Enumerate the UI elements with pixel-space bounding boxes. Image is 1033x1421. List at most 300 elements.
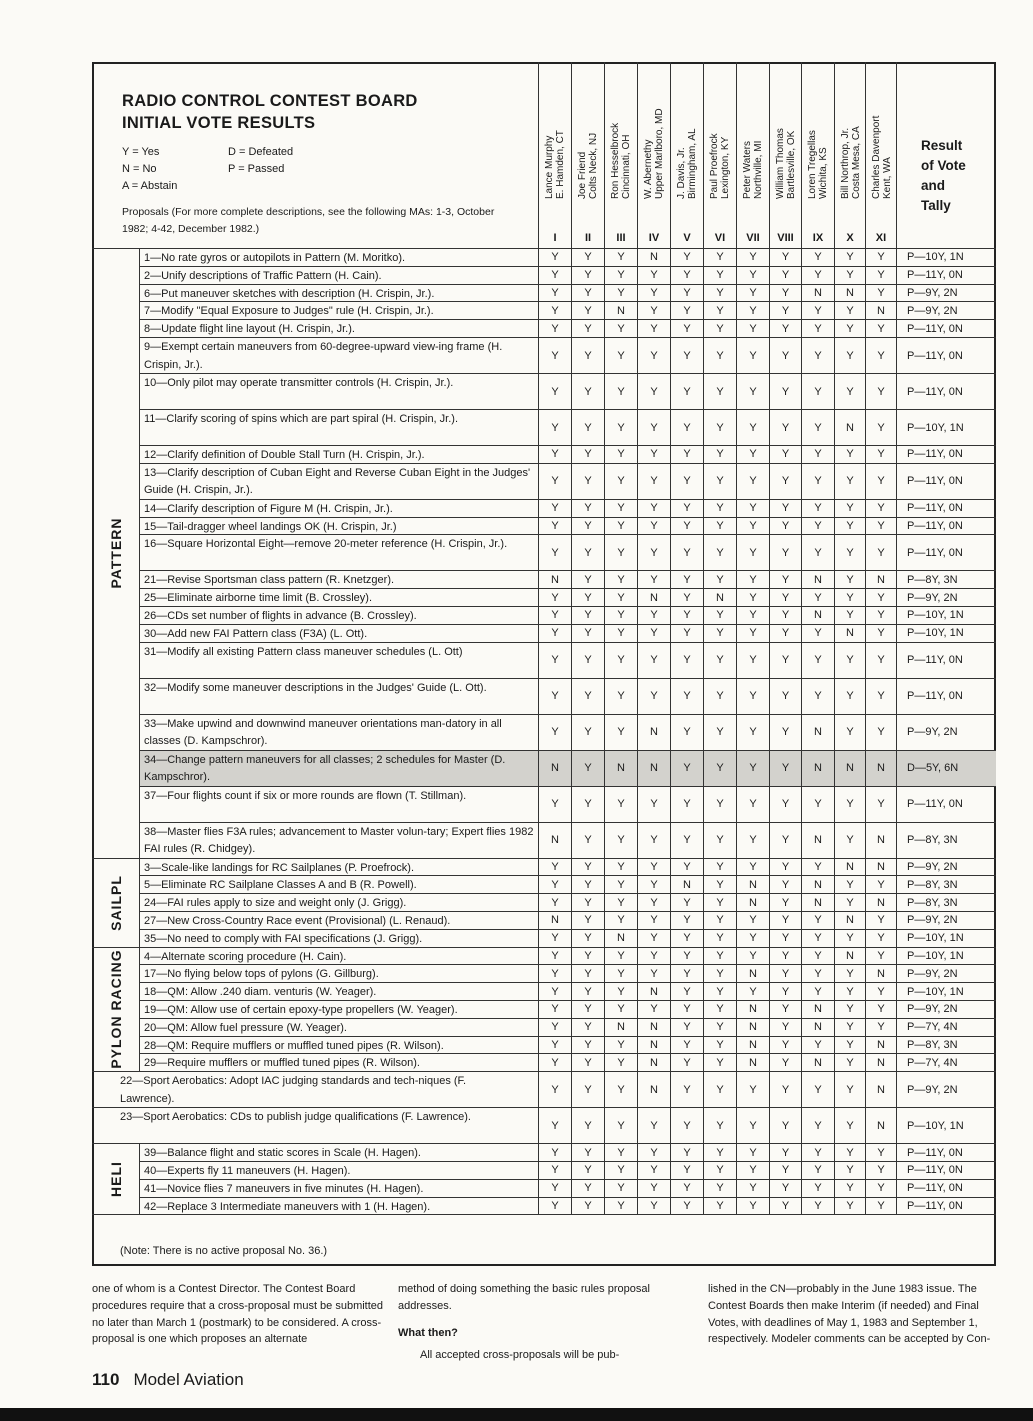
vote-result: P—9Y, 2N xyxy=(896,302,996,319)
table-bottom-rule xyxy=(92,1214,996,1215)
vote-cell: Y xyxy=(801,518,834,535)
vote-cell: Y xyxy=(769,338,801,373)
vote-cell: Y xyxy=(604,500,637,517)
vote-cell: Y xyxy=(670,535,703,570)
vote-cell: Y xyxy=(834,320,865,337)
vote-cell: Y xyxy=(736,249,769,266)
voter-name: Paul Proefrock Lexington, KY xyxy=(709,133,731,199)
vote-cell: Y xyxy=(670,1037,703,1054)
proposal-row xyxy=(140,714,996,750)
vote-cell: Y xyxy=(670,320,703,337)
vote-cell: Y xyxy=(834,1037,865,1054)
vote-cell: Y xyxy=(865,464,896,499)
vote-cell: Y xyxy=(769,1001,801,1018)
vote-cell: Y xyxy=(538,464,571,499)
vote-cell: Y xyxy=(736,787,769,822)
vote-cell: Y xyxy=(865,1180,896,1197)
vote-result: P—10Y, 1N xyxy=(896,948,996,965)
vote-cell: Y xyxy=(670,930,703,947)
vote-cell: Y xyxy=(571,965,604,982)
vote-cell: Y xyxy=(571,625,604,642)
vote-cell: Y xyxy=(703,787,736,822)
vote-cell: Y xyxy=(703,410,736,445)
vote-cell: Y xyxy=(637,374,670,409)
voter-name: W. Abernethy Upper Marlboro, MD xyxy=(643,108,665,199)
vote-result: P—10Y, 1N xyxy=(896,983,996,1000)
proposal-row xyxy=(140,786,996,822)
proposal-text: 17—No flying below tops of pylons (G. Gillburg). xyxy=(144,968,379,981)
vote-cell: Y xyxy=(834,1019,865,1036)
vote-cell: Y xyxy=(703,1108,736,1143)
proposal-text: 29—Require mufflers or muffled tuned pipes (R. Wilson). xyxy=(144,1057,420,1070)
proposal-row xyxy=(140,858,996,876)
vote-cell: Y xyxy=(571,983,604,1000)
vote-cell: Y xyxy=(736,589,769,606)
vote-cell: Y xyxy=(769,876,801,893)
vote-cell: Y xyxy=(769,1144,801,1161)
vote-result: P—8Y, 3N xyxy=(896,894,996,911)
vote-cell: Y xyxy=(769,625,801,642)
vote-cell: Y xyxy=(769,320,801,337)
vote-cell: Y xyxy=(571,302,604,319)
proposal-row xyxy=(140,1018,996,1036)
proposal-text: 25—Eliminate airborne time limit (B. Crossley). xyxy=(144,592,373,605)
vote-cell: Y xyxy=(865,1019,896,1036)
vote-cell: N xyxy=(865,1108,896,1143)
vote-cell: N xyxy=(736,965,769,982)
proposal-text: 38—Master flies F3A rules; advancement to Master volun-tary; Expert flies 1982 FAI rules (R. Chidgey). xyxy=(144,825,534,856)
vote-cell: Y xyxy=(670,1108,703,1143)
vote-cell: Y xyxy=(736,518,769,535)
vote-cell: Y xyxy=(703,643,736,678)
vote-cell: Y xyxy=(834,267,865,284)
vote-cell: Y xyxy=(703,249,736,266)
vote-cell: Y xyxy=(571,1001,604,1018)
vote-cell: Y xyxy=(538,787,571,822)
vote-cell: Y xyxy=(571,410,604,445)
voter-column-1 xyxy=(538,62,571,248)
vote-cell: Y xyxy=(801,679,834,714)
proposal-row xyxy=(140,499,996,517)
vote-cell: Y xyxy=(801,787,834,822)
proposal-text: 40—Experts fly 11 maneuvers (H. Hagen). xyxy=(144,1165,351,1177)
result-header xyxy=(896,62,996,248)
voter-column-3 xyxy=(604,62,637,248)
proposal-text: 23—Sport Aerobatics: CDs to publish judge qualifications (F. Lawrence). xyxy=(120,1111,471,1124)
vote-cell: Y xyxy=(736,285,769,302)
vote-result: P—9Y, 2N xyxy=(896,859,996,876)
voter-name: William Thomas Bartlesville, OK xyxy=(775,128,797,199)
proposal-text: 6—Put maneuver sketches with description (H. Crispin, Jr.). xyxy=(144,287,435,300)
vote-cell: N xyxy=(604,302,637,319)
vote-result: P—11Y, 0N xyxy=(896,446,996,463)
proposal-row xyxy=(140,284,996,302)
vote-cell: Y xyxy=(769,787,801,822)
vote-cell: Y xyxy=(637,859,670,876)
vote-cell: Y xyxy=(571,787,604,822)
vote-cell: Y xyxy=(865,320,896,337)
vote-cell: Y xyxy=(769,374,801,409)
vote-cell: Y xyxy=(865,518,896,535)
vote-cell: Y xyxy=(736,715,769,750)
vote-cell: Y xyxy=(834,715,865,750)
vote-cell: Y xyxy=(865,679,896,714)
vote-cell: Y xyxy=(604,1037,637,1054)
voter-name: Joe Friend Colts Neck, NJ xyxy=(577,132,599,199)
vote-cell: Y xyxy=(769,983,801,1000)
vote-cell: Y xyxy=(834,589,865,606)
vote-cell: Y xyxy=(801,464,834,499)
vote-cell: Y xyxy=(571,643,604,678)
vote-cell: Y xyxy=(834,446,865,463)
vote-cell: Y xyxy=(865,625,896,642)
vote-cell: Y xyxy=(538,983,571,1000)
vote-cell: Y xyxy=(538,1198,571,1215)
vote-cell: Y xyxy=(538,965,571,982)
vote-cell: Y xyxy=(736,983,769,1000)
vote-result: P—8Y, 3N xyxy=(896,876,996,893)
vote-cell: Y xyxy=(834,518,865,535)
vote-cell: Y xyxy=(538,500,571,517)
proposal-text: 3—Scale-like landings for RC Sailplanes (P. Proefrock). xyxy=(144,861,415,874)
vote-cell: N xyxy=(736,1019,769,1036)
vote-result: P—10Y, 1N xyxy=(896,410,996,445)
proposal-text: 18—QM: Allow .240 diam. venturis (W. Yeager). xyxy=(144,986,377,999)
vote-cell: Y xyxy=(769,643,801,678)
vote-cell: Y xyxy=(604,338,637,373)
voter-column-8 xyxy=(769,62,801,248)
vote-cell: Y xyxy=(769,679,801,714)
vote-result: P—10Y, 1N xyxy=(896,930,996,947)
vote-cell: Y xyxy=(865,643,896,678)
vote-cell: Y xyxy=(538,625,571,642)
vote-cell: N xyxy=(736,894,769,911)
magazine-name: Model Aviation xyxy=(133,1370,244,1389)
vote-cell: Y xyxy=(834,338,865,373)
vote-result: P—9Y, 2N xyxy=(896,285,996,302)
vote-cell: Y xyxy=(703,715,736,750)
vote-cell: Y xyxy=(736,320,769,337)
vote-cell: Y xyxy=(670,894,703,911)
proposal-row xyxy=(140,1161,996,1179)
vote-cell: Y xyxy=(637,285,670,302)
vote-cell: Y xyxy=(637,625,670,642)
legend-abstain: A = Abstain xyxy=(122,180,178,192)
vote-cell: Y xyxy=(604,518,637,535)
vote-cell: Y xyxy=(604,859,637,876)
vote-cell: Y xyxy=(769,912,801,929)
proposal-row xyxy=(140,534,996,570)
proposal-text: 12—Clarify definition of Double Stall Turn (H. Crispin, Jr.). xyxy=(144,449,425,461)
vote-cell: Y xyxy=(834,983,865,1000)
vote-cell: Y xyxy=(670,1144,703,1161)
voter-roman: III xyxy=(616,232,626,244)
vote-result: P—11Y, 0N xyxy=(896,1144,996,1161)
vote-cell: Y xyxy=(670,589,703,606)
voter-name: Loren Tregellas Wichita, KS xyxy=(807,130,829,199)
vote-cell: N xyxy=(801,823,834,858)
bottom-edge xyxy=(0,1408,1033,1421)
proposal-row xyxy=(140,570,996,588)
vote-cell: N xyxy=(637,589,670,606)
vote-cell: Y xyxy=(736,607,769,624)
vote-cell: N xyxy=(801,715,834,750)
vote-cell: Y xyxy=(736,1108,769,1143)
category-heli xyxy=(92,1143,140,1214)
vote-cell: Y xyxy=(571,1198,604,1215)
vote-cell: Y xyxy=(736,679,769,714)
vote-cell: Y xyxy=(865,1162,896,1179)
vote-cell: Y xyxy=(571,285,604,302)
vote-cell: Y xyxy=(769,894,801,911)
vote-cell: Y xyxy=(604,876,637,893)
vote-cell: Y xyxy=(670,625,703,642)
vote-cell: N xyxy=(637,715,670,750)
proposal-text: 26—CDs set number of flights in advance (B. Crossley). xyxy=(144,610,417,622)
vote-cell: Y xyxy=(670,1198,703,1215)
result-label-3: and xyxy=(921,178,946,193)
vote-cell: N xyxy=(736,876,769,893)
vote-cell: N xyxy=(604,751,637,786)
vote-cell: Y xyxy=(801,1180,834,1197)
vote-cell: Y xyxy=(769,965,801,982)
proposal-text: 39—Balance flight and static scores in Scale (H. Hagen). xyxy=(144,1147,421,1160)
vote-cell: Y xyxy=(769,1054,801,1071)
vote-cell: Y xyxy=(703,535,736,570)
page-footer xyxy=(92,1370,244,1390)
vote-cell: Y xyxy=(703,1144,736,1161)
vote-cell: Y xyxy=(571,518,604,535)
body-text-3: lished in the CN—probably in the June 1983 issue. The Contest Boards then make Interim (if needed) and Final Votes, with deadlines of May 1, 1983 and September 1, respectively. Modeler comments can be accepted by Con- xyxy=(708,1283,991,1346)
body-text-1: one of whom is a Contest Director. The Contest Board procedures require that a cross-proposal must be submitted no later than March 1 (postmark) to be considered. A cross-proposal is one which proposes an alternate xyxy=(92,1283,384,1346)
vote-cell: N xyxy=(703,589,736,606)
body-column-1 xyxy=(92,1281,384,1348)
vote-cell: N xyxy=(604,1019,637,1036)
proposal-row xyxy=(140,248,996,266)
vote-cell: Y xyxy=(736,464,769,499)
vote-cell: N xyxy=(637,983,670,1000)
vote-cell: N xyxy=(801,751,834,786)
vote-cell: Y xyxy=(604,285,637,302)
vote-cell: N xyxy=(834,625,865,642)
vote-cell: Y xyxy=(670,267,703,284)
voter-roman: XI xyxy=(875,232,887,244)
vote-cell: Y xyxy=(670,249,703,266)
vote-cell: Y xyxy=(834,1144,865,1161)
vote-cell: Y xyxy=(865,285,896,302)
vote-cell: Y xyxy=(834,679,865,714)
vote-cell: N xyxy=(865,302,896,319)
vote-cell: Y xyxy=(703,1054,736,1071)
vote-cell: Y xyxy=(538,535,571,570)
vote-cell: Y xyxy=(865,1198,896,1215)
vote-cell: Y xyxy=(604,410,637,445)
vote-cell: Y xyxy=(769,1198,801,1215)
vote-cell: Y xyxy=(637,302,670,319)
proposal-text: 41—Novice flies 7 maneuvers in five minutes (H. Hagen). xyxy=(144,1182,424,1195)
vote-cell: Y xyxy=(736,374,769,409)
vote-cell: Y xyxy=(736,302,769,319)
proposal-row xyxy=(140,445,996,463)
voter-name: J. Davis, Jr. Birmingham, AL xyxy=(676,128,698,199)
vote-cell: Y xyxy=(801,1037,834,1054)
vote-cell: Y xyxy=(604,912,637,929)
vote-cell: Y xyxy=(769,500,801,517)
vote-cell: Y xyxy=(769,1108,801,1143)
vote-cell: Y xyxy=(834,823,865,858)
vote-cell: N xyxy=(604,930,637,947)
vote-cell: Y xyxy=(769,249,801,266)
vote-cell: N xyxy=(538,823,571,858)
vote-cell: N xyxy=(865,1037,896,1054)
vote-cell: Y xyxy=(604,1001,637,1018)
vote-cell: Y xyxy=(637,607,670,624)
vote-cell: Y xyxy=(703,500,736,517)
vote-cell: Y xyxy=(865,983,896,1000)
vote-cell: Y xyxy=(637,535,670,570)
legend-passed: P = Passed xyxy=(228,163,285,175)
vote-cell: Y xyxy=(538,302,571,319)
vote-cell: Y xyxy=(637,1144,670,1161)
vote-cell: Y xyxy=(865,912,896,929)
vote-cell: Y xyxy=(670,607,703,624)
vote-cell: N xyxy=(670,876,703,893)
vote-cell: Y xyxy=(637,446,670,463)
body-text-2b: All accepted cross-proposals will be pub- xyxy=(420,1349,620,1362)
vote-cell: Y xyxy=(571,912,604,929)
vote-cell: Y xyxy=(637,338,670,373)
vote-cell: Y xyxy=(865,948,896,965)
vote-cell: Y xyxy=(834,787,865,822)
proposal-row xyxy=(140,1000,996,1018)
vote-cell: Y xyxy=(670,285,703,302)
proposal-row xyxy=(140,875,996,893)
vote-result: P—11Y, 0N xyxy=(896,518,996,535)
vote-cell: Y xyxy=(736,859,769,876)
voter-roman: X xyxy=(846,232,854,244)
vote-cell: Y xyxy=(703,912,736,929)
vote-cell: Y xyxy=(604,374,637,409)
vote-cell: Y xyxy=(670,643,703,678)
vote-cell: Y xyxy=(538,930,571,947)
vote-cell: Y xyxy=(736,1144,769,1161)
vote-result: P—10Y, 1N xyxy=(896,607,996,624)
vote-cell: Y xyxy=(703,894,736,911)
vote-cell: Y xyxy=(865,410,896,445)
vote-cell: Y xyxy=(703,374,736,409)
vote-cell: N xyxy=(538,912,571,929)
vote-cell: Y xyxy=(637,571,670,588)
vote-cell: Y xyxy=(571,1144,604,1161)
vote-cell: Y xyxy=(637,518,670,535)
voter-name: Bill Northrop, Jr. Costa Mesa, CA xyxy=(840,126,862,199)
vote-cell: Y xyxy=(865,1144,896,1161)
proposal-text: 10—Only pilot may operate transmitter controls (H. Crispin, Jr.). xyxy=(144,377,454,389)
proposal-row xyxy=(140,373,996,409)
vote-cell: Y xyxy=(670,571,703,588)
vote-cell: Y xyxy=(670,965,703,982)
vote-cell: Y xyxy=(538,1054,571,1071)
vote-cell: Y xyxy=(703,1037,736,1054)
vote-cell: Y xyxy=(571,679,604,714)
vote-cell: Y xyxy=(703,1180,736,1197)
vote-result: P—7Y, 4N xyxy=(896,1019,996,1036)
vote-cell: Y xyxy=(670,679,703,714)
vote-cell: Y xyxy=(604,1162,637,1179)
proposal-text: 14—Clarify description of Figure M (H. Crispin, Jr.). xyxy=(144,502,393,515)
vote-cell: Y xyxy=(637,965,670,982)
vote-cell: Y xyxy=(571,589,604,606)
vote-cell: Y xyxy=(637,410,670,445)
result-label-4: Tally xyxy=(921,198,951,213)
vote-cell: Y xyxy=(801,267,834,284)
vote-cell: Y xyxy=(538,1001,571,1018)
vote-cell: Y xyxy=(865,374,896,409)
proposal-text: 19—QM: Allow use of certain epoxy-type propellers (W. Yeager). xyxy=(144,1004,458,1016)
voter-column-5 xyxy=(670,62,703,248)
vote-cell: Y xyxy=(769,607,801,624)
vote-cell: Y xyxy=(865,876,896,893)
proposal-row xyxy=(140,266,996,284)
vote-cell: Y xyxy=(865,446,896,463)
vote-cell: Y xyxy=(670,446,703,463)
vote-cell: Y xyxy=(604,589,637,606)
vote-cell: Y xyxy=(801,446,834,463)
vote-cell: Y xyxy=(834,894,865,911)
vote-cell: Y xyxy=(703,446,736,463)
proposal-text: 34—Change pattern maneuvers for all classes; 2 schedules for Master (D. Kampschror). xyxy=(144,753,506,784)
proposal-text: 1—No rate gyros or autopilots in Pattern (M. Moritko). xyxy=(144,252,406,264)
vote-cell: Y xyxy=(736,930,769,947)
vote-cell: Y xyxy=(703,948,736,965)
vote-cell: Y xyxy=(834,607,865,624)
voter-name: Peter Waters Northville, MI xyxy=(742,140,764,199)
vote-cell: Y xyxy=(703,751,736,786)
vote-cell: Y xyxy=(736,446,769,463)
vote-cell: Y xyxy=(801,338,834,373)
vote-cell: Y xyxy=(703,285,736,302)
voter-roman: I xyxy=(553,232,557,244)
vote-cell: Y xyxy=(865,249,896,266)
table-note: (Note: There is no active proposal No. 36.) xyxy=(120,1245,328,1257)
vote-cell: Y xyxy=(538,715,571,750)
vote-cell: N xyxy=(637,1072,670,1107)
vote-cell: Y xyxy=(703,302,736,319)
vote-cell: N xyxy=(834,751,865,786)
vote-cell: Y xyxy=(670,787,703,822)
vote-cell: Y xyxy=(604,787,637,822)
vote-cell: Y xyxy=(865,338,896,373)
vote-cell: Y xyxy=(736,267,769,284)
vote-cell: Y xyxy=(801,930,834,947)
vote-cell: Y xyxy=(538,679,571,714)
vote-result: P—11Y, 0N xyxy=(896,679,996,714)
vote-cell: Y xyxy=(769,1037,801,1054)
vote-cell: Y xyxy=(865,589,896,606)
vote-cell: Y xyxy=(736,338,769,373)
vote-cell: Y xyxy=(769,285,801,302)
vote-cell: Y xyxy=(801,320,834,337)
vote-cell: N xyxy=(801,1054,834,1071)
vote-cell: Y xyxy=(769,446,801,463)
vote-cell: Y xyxy=(670,1180,703,1197)
vote-cell: Y xyxy=(604,823,637,858)
vote-cell: Y xyxy=(538,374,571,409)
vote-cell: Y xyxy=(834,249,865,266)
proposal-row xyxy=(140,517,996,535)
vote-cell: Y xyxy=(538,589,571,606)
proposal-row xyxy=(140,1036,996,1054)
